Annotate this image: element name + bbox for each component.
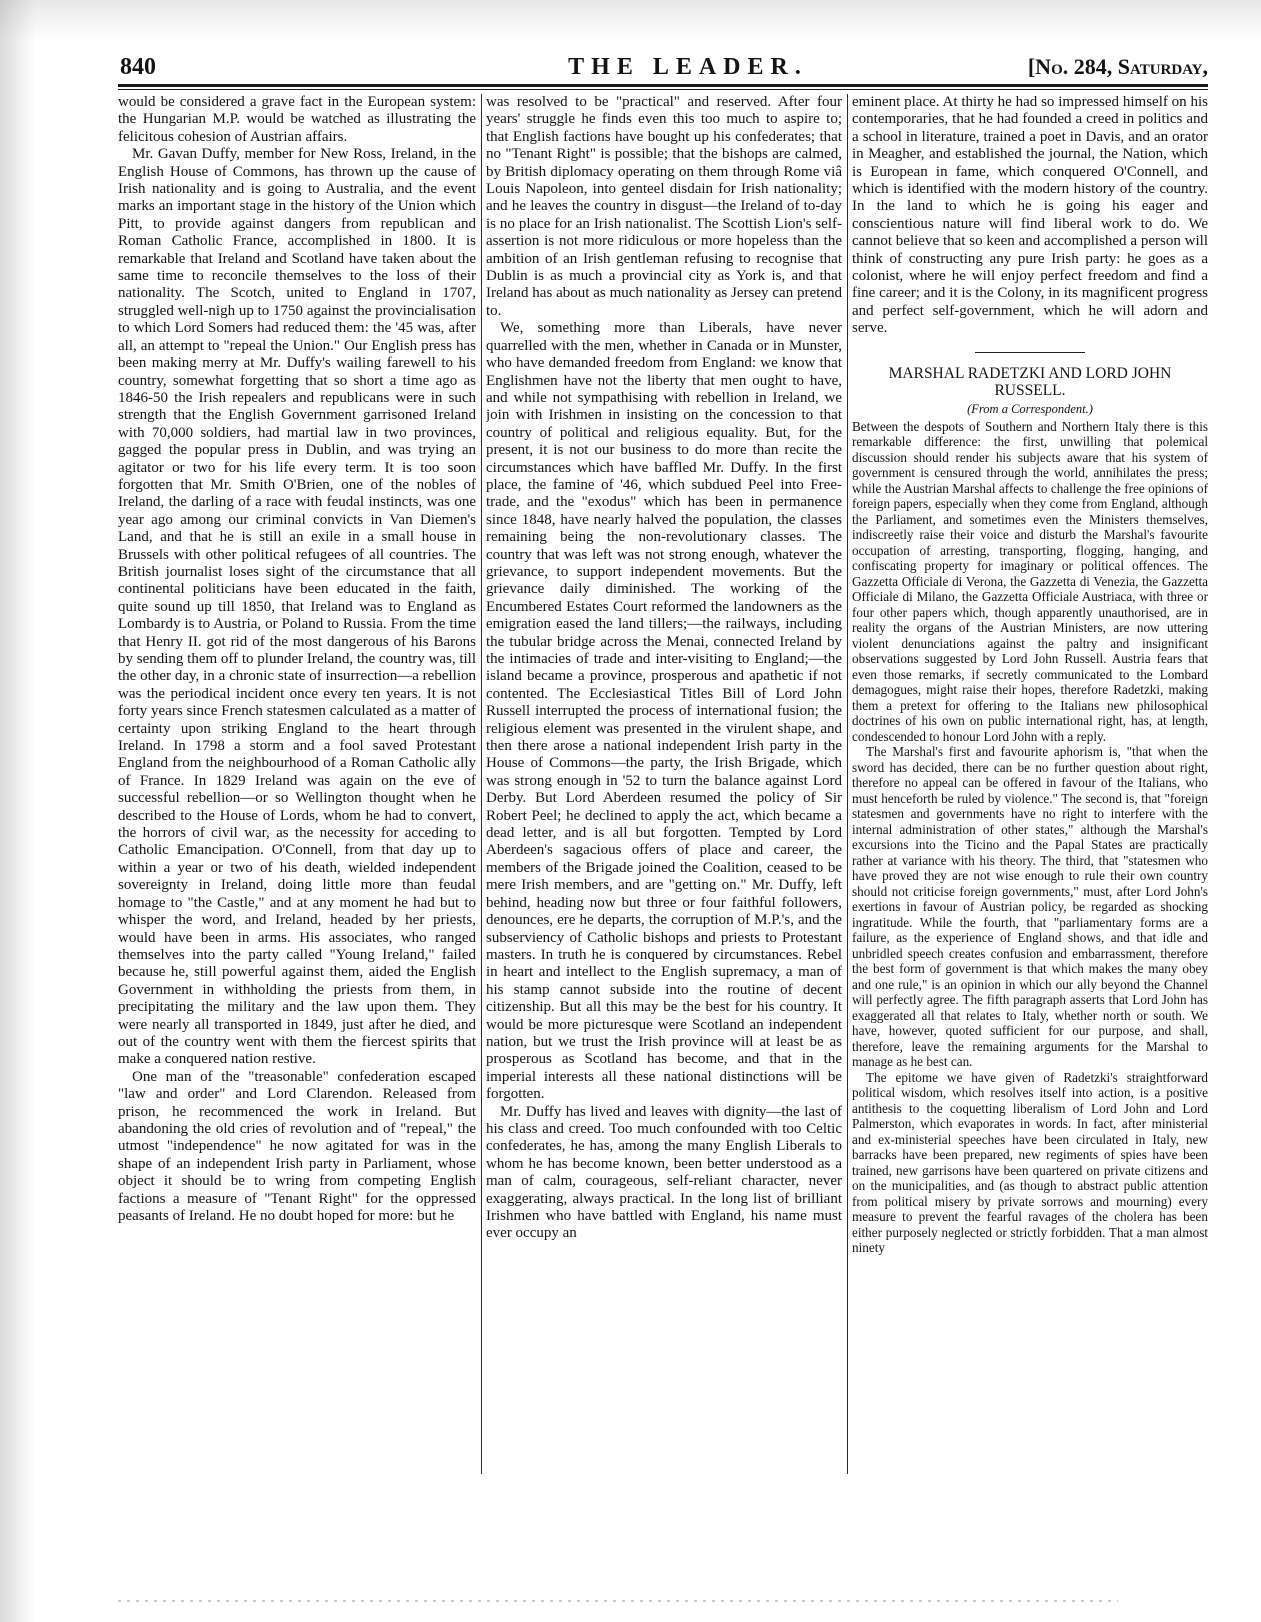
scan-top-shadow <box>0 0 1261 40</box>
issue-info: [No. 284, Saturday, <box>1027 54 1208 79</box>
newspaper-title: THE LEADER. <box>568 54 808 80</box>
article-divider <box>975 352 1085 353</box>
article-headline: MARSHAL RADETZKI AND LORD JOHN RUSSELL. <box>888 364 1172 399</box>
paragraph: Mr. Duffy has lived and leaves with dignity—the last of his class and creed. Too much confounded with too Celtic confederates, he has, among the many English Liberals to whom he has become known, been better understood as a man of calm, courageous, self-reliant character, never exaggerating, always practical. In the long list of brilliant Irishmen who have battled with England, his name must ever occupy an <box>486 1103 842 1242</box>
paragraph: eminent place. At thirty he had so impressed himself on his contemporaries, that he had founded a creed in politics and a school in literature, trained a poet in Davis, and an orator in Meagher, and established the journal, the Nation, which is European in fame, which conquered O'Connell, and which is identified with the modern history of the country. In the land to which he is going his eager and conscientious nature will find liberal work to do. We cannot believe that so keen and accomplished a person will think of constructing any pure Irish party: he goes as a colonist, where he will enjoy perfect freedom and find a fine career; and it is the Colony, in its magnificent progress and perfect self-government, which he will adorn and serve. <box>852 94 1208 337</box>
page-number: 840 <box>120 54 156 80</box>
column-1 <box>118 94 476 1472</box>
masthead <box>118 52 1208 86</box>
paragraph: One man of the "treasonable" confederation escaped "law and order" and Lord Clarendon. Released from prison, he recommenced the work in Ireland. But abandoning the old cries of revolution and of "repeal," the utmost "independence" he now agitated for was in the shape of an independent Irish party in Parliament, whose object it should be to wring from competing English factions a measure of "Tenant Right" for the oppressed peasants of Ireland. He no doubt hoped for more: but he <box>118 1068 476 1224</box>
paragraph: We, something more than Liberals, have never quarrelled with the men, whether in Canada or in Munster, who have demanded freedom from England: we know that Englishmen have not the liberty that men ought to have, and while not sympathising with rebellion in Ireland, we join with Irishmen in insisting on the concession to that country of political and religious equality. But, for the present, it is not our business to do more than recite the circumstances which have baffled Mr. Duffy. In the first place, the famine of '46, which subdued Peel into Free-trade, and the "exodus" which has been in permanence since 1848, have nearly halved the population, the classes remaining being the non-revolutionary classes. The country that was left was not strong enough, whatever the grievance, to support independent movements. But the grievance daily diminished. The working of the Encumbered Estates Court reformed the landowners as the emigration eased the land tillers;—the railways, including the tubular bridge across the Menai, connected Ireland by the intimacies of trade and inter-visiting to England;—the island became a province, prosperous and apathetic if not contented. The Ecclesiastical Titles Bill of Lord John Russell interrupted the process of international fusion; the religious element was presented in the virulent shape, and then there arose a national independent Irish party in the House of Commons—the party, the Irish Brigade, which was strong enough in '52 to turn the balance against Lord Derby. But Lord Aberdeen resumed the policy of Sir Robert Peel; he declined to apply the act, which became a dead letter, and is all but forgotten. Tempted by Lord Aberdeen's sagacious offers of place and career, the members of the Brigade joined the Coalition, ceased to be mere Irish members, and are "getting on." Mr. Duffy, left behind, heading now but three or four faithful followers, denounces, ere he departs, the corruption of M.P.'s, and the subserviency of Catholic bishops and priests to Protestant masters. In truth he is conquered by circumstances. Rebel in heart and intellect to the English supremacy, a man of his stamp cannot subside into the routine of decent citizenship. But all this may be the best for his country. It would be more picturesque were Scotland an independent nation, but we trust the Irish province will at least be as prosperous as Scotland has become, and that in the imperial interests all these national distinctions will be forgotten. <box>486 320 842 1103</box>
header-rule <box>118 84 1208 87</box>
paragraph: The Marshal's first and favourite aphorism is, "that when the sword has decided, there can be no further question about right, therefore no appeal can be offered in favour of the Italians, who must henceforth be ruled by violence." The second is, that "foreign statesmen and governments have no right to interfere with the internal administration of other states," although the Marshal's excursions into the Ticino and the Papal States are practically rather at variance with his theory. The third, that "statesmen who have proved they are not wise enough to rule their own country should not criticise foreign governments," must, after Lord John's exertions in favour of Austrian policy, be regarded as shocking ingratitude. While the fourth, that "parliamentary forms are a failure, as the experience of England shows, and that idle and unbridled speech creates confusion and embarrassment, therefore the best form of government is that which makes the many obey and one rule," is an opinion in which our ally beyond the Channel will perfectly agree. The fifth paragraph asserts that Lord John has exaggerated all that relates to Italy, whether north or south. We have, however, quoted sufficient for our purpose, and shall, therefore, leave the remaining arguments for the Marshal to manage as he best can. <box>852 744 1208 1070</box>
scan-noise <box>118 1600 1118 1602</box>
column-rule <box>481 94 482 1474</box>
column-rule <box>847 94 848 1474</box>
header-rule-thin <box>118 89 1208 90</box>
paragraph: Between the despots of Southern and Northern Italy there is this remarkable difference: the first, unwilling that polemical discussion should render his subjects aware that his system of government is censured through the world, annihilates the press; while the Austrian Marshal affects to challenge the free opinions of foreign papers, especially when they come from England, although the Parliament, and sometimes even the Ministers themselves, indiscreetly raise their voice and disturb the Marshal's favourite occupation of arresting, transporting, flogging, hanging, and confiscating property for imaginary or political offences. The Gazzetta Officiale di Verona, the Gazzetta di Venezia, the Gazzetta Officiale di Milano, the Gazzetta Officiale Austriaca, with three or four other papers which, though apparently unauthorised, are in reality the organs of the Austrian Ministers, are now uttering violent denunciations against the paltry and insignificant observations suggested by Lord John Russell. Austria fears that even those remarks, if secretly communicated to the Lombard demagogues, might raise their hopes, therefore Radetzki, making them a pretext for offering to the Italians new philosophical doctrines of his own on public international right, has, at length, condescended to honour Lord John with a reply. <box>852 418 1208 744</box>
paragraph: Mr. Gavan Duffy, member for New Ross, Ireland, in the English House of Commons, has thrown up the cause of Irish nationality and is going to Australia, and the event marks an important stage in the history of the Union which Pitt, to provide against dangers from republican and Roman Catholic France, accomplished in 1800. It is remarkable that Ireland and Scotland have taken about the same time to reconcile themselves to the loss of their nationality. The Scotch, united to England in 1707, struggled well-nigh up to 1750 against the provincialisation to which Lord Somers had reduced them: the '45 was, after all, an attempt to "repeal the Union." Our English press has been making merry at Mr. Duffy's wailing farewell to his country, somewhat forgetting that so short a time ago as 1846-50 the Irish repealers and republicans were in such strength that the English Government garrisoned Ireland with 70,000 soldiers, had martial law in two provinces, gagged the popular press in Dublin, and was trying an agitator or two for his life every term. It is too soon forgotten that Mr. Smith O'Brien, one of the nobles of Ireland, the darling of a race with feudal instincts, was one year ago among our criminal convicts in Van Diemen's Land, and that he is still an exile in a small house in Brussels with other political refugees of all countries. The British journalist loses sight of the circumstance that all continental politicians have been educated in the faith, quite sound up till 1850, that Ireland was to England as Lombardy is to Austria, or Poland to Russia. From the time that Henry II. got rid of the most dangerous of his Barons by sending them off to plunder Ireland, the country was, till the other day, in a chronic state of insurrection—a rebellion was the periodical incident once every ten years. It is not forty years since French statesmen calculated as a matter of certainty upon striking England to the heart through Ireland. In 1798 a storm and a fool saved Protestant England from the neighbourhood of a Roman Catholic ally of France. In 1829 Ireland was again on the eve of successful rebellion—or so Wellington thought when he described to the House of Lords, whom he had to convert, the horrors of civil war, as the necessity for acceding to Catholic Emancipation. O'Connell, from that day up to within a year or two of his death, wielded independent sovereignty in Ireland, doing little more than feudal homage to "the Castle," and at any moment he had but to whisper the word, and Ireland, headed by her priests, would have been in arms. His associates, who ranged themselves into the party called "Young Ireland," failed because he, still powerful against them, aided the English Government in withholding the priests from them, in precipitating the military and the law upon them. They were nearly all transported in 1849, just after he died, and out of the country went with them the fiercest spirits that make a conquered nation restive. <box>118 146 476 1068</box>
column-2 <box>486 94 842 1472</box>
paragraph: was resolved to be "practical" and reserved. After four years' struggle he finds even this too much to aspire to; that English factions have bought up his confederates; that no "Tenant Right" is possible; that the bishops are calmed, by British diplomacy operating on them through Rome viâ Louis Napoleon, into genteel disdain for Irish nationality; and he leaves the country in disgust—the Ireland of to-day is no place for an Irish nationalist. The Scottish Lion's self-assertion is not more ridiculous or more hopeless than the ambition of an Irish gentleman refusing to recognise that Dublin is as much a provincial city as York is, and that Ireland has about as much nationality as Jersey can pretend to. <box>486 94 842 319</box>
paragraph: would be considered a grave fact in the European system: the Hungarian M.P. would be watched as illustrating the felicitous cohesion of Austrian affairs. <box>118 94 476 145</box>
paragraph: The epitome we have given of Radetzki's straightforward political wisdom, which resolves itself into action, is a positive antithesis to the coquetting liberalism of Lord John and Lord Palmerston, which evaporates in words. In fact, after ministerial and ex-ministerial speeches have been circulated in Italy, new barracks have been prepared, new regiments of spies have been trained, new garrisons have been quartered on private citizens and on the municipalities, and (as though to abstract public attention from political misery by private sorrows and mourning) every measure to prevent the fearful ravages of the cholera has been either purposely neglected or strictly forbidden. That a man almost ninety <box>852 1069 1208 1256</box>
column-3 <box>852 94 1208 1472</box>
article-byline: (From a Correspondent.) <box>967 401 1093 416</box>
scan-edge-shadow <box>0 0 44 1622</box>
